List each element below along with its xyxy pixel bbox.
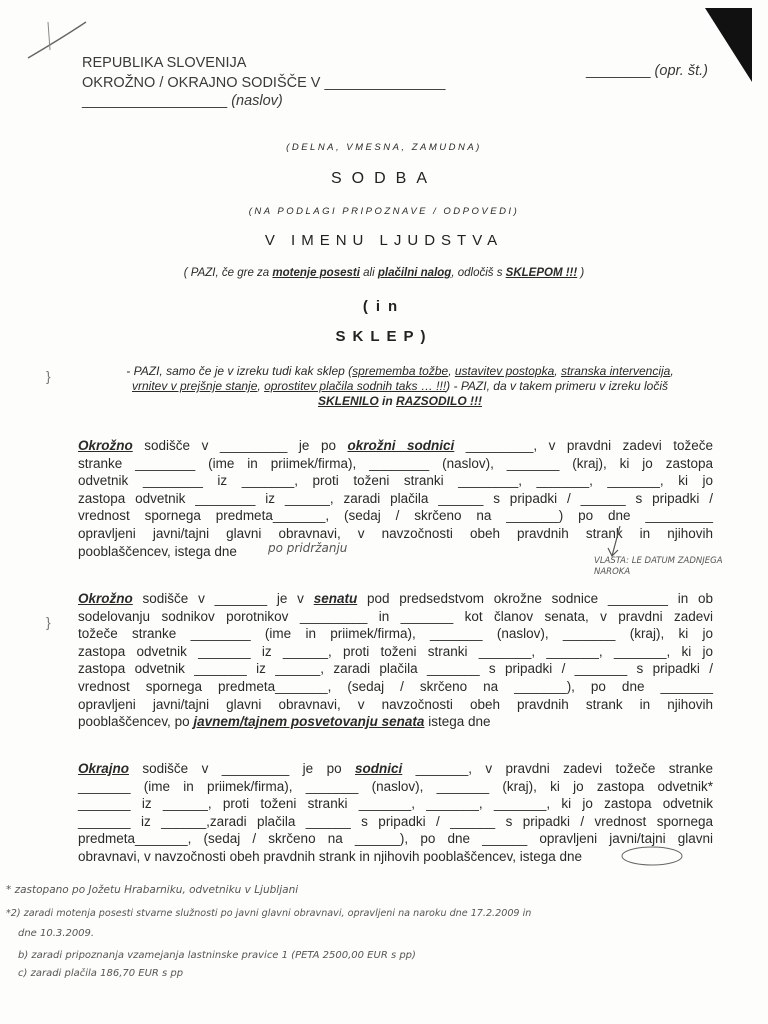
text-segment: sodišče v _________ je po: [132, 438, 348, 453]
corner-mark: [700, 6, 760, 86]
text-segment: sodelovanju sodnikov porotnikov _________ in _______ kot članov senata, v pravdni zadevi: [78, 608, 713, 624]
pazi-warning-1: [0, 266, 768, 281]
n1e: ,: [554, 364, 561, 378]
text-segment: pooblaščencev, po: [78, 714, 194, 730]
text-segment: odvetnik ________ iz _______, proti toženi stranki ________, _______, _______, ki jo: [78, 473, 713, 489]
basis-subtitle: (NA PODLAGI PRIPOZNAVE / ODPOVEDI): [248, 206, 520, 217]
text-line: [78, 713, 713, 731]
text-segment: predmeta_______, (sedaj / skrčeno na ______), po dne ______ opravljeni javni/tajni glavni: [78, 831, 713, 847]
text-segment: vrednost spornega predmeta_______, (sedaj / skrčeno na _______), po dne _______: [78, 678, 713, 694]
text-segment: opravljeni javni/tajni glavni obravnavi, v navzočnosti obeh pravdnih strank in njihovih: [78, 696, 713, 712]
handwritten-po-pridrzanju: po pridržanju: [268, 541, 348, 555]
judgment-title: SODBA: [330, 170, 437, 187]
text-segment: zastopa odvetnik _______ iz ______, proti toženi stranki _______, _______, _______, ki jo: [78, 643, 713, 659]
text-line: [78, 813, 713, 831]
text-line: [78, 760, 713, 778]
hw-footnote-5: c) zaradi plačila 186,70 EUR s pp: [18, 968, 184, 979]
address-blank: __________________: [82, 93, 228, 109]
sklep-title: SKLEP): [335, 328, 433, 345]
text-line: [78, 660, 713, 678]
margin-note-vlasta: VLASTA: LE DATUM ZADNJEGA NAROKA: [594, 556, 723, 577]
text-line: [78, 490, 713, 508]
emphasis-term: okrožni sodnici: [347, 438, 455, 453]
text-segment: _______, v pravdni zadevi tožeče stranke: [402, 761, 713, 776]
text-segment: opravljeni javni/tajni glavni obravnavi, v navzočnosti obeh pravdnih strank in njihovih: [78, 525, 713, 541]
text-line: [78, 608, 713, 626]
note-line-2: [100, 379, 700, 394]
n3b: in: [378, 394, 396, 408]
margin-tick-2: }: [46, 614, 51, 630]
in-label: (in: [362, 298, 406, 315]
emphasis-term: Okrožno: [78, 438, 133, 453]
case-number-label: (opr. št.): [654, 63, 708, 79]
header-address-line: [82, 92, 283, 110]
pazi1-placilni: plačilni nalog: [377, 267, 452, 279]
text-segment: sodišče v _______ je v: [132, 591, 314, 606]
emphasis-term: Okrajno: [78, 761, 130, 776]
n2a: vrnitev v prejšnje stanje: [132, 379, 258, 393]
n1f: stranska intervencija: [560, 364, 671, 378]
text-segment: _________, v pravdni zadevi tožeče: [454, 438, 713, 453]
pazi1-odlocis: , odločiš s: [451, 267, 506, 279]
header-court: OKROŽNO / OKRAJNO SODIŠČE V _______________: [82, 75, 446, 91]
hw-footnote-1: * zastopano po Jožetu Hrabarniku, odvetniku v Ljubljani: [6, 884, 299, 896]
text-line: [78, 590, 713, 608]
n1b: sprememba tožbe: [352, 364, 449, 378]
text-segment: stranke ________ (ime in priimek/firma), ________ (naslov), _______ (kraj), ki jo zastopa: [78, 455, 713, 471]
arrow-mark: [600, 522, 640, 562]
note-line-3: [100, 394, 700, 409]
text-segment: vrednost spornega predmeta_______, (sedaj / skrčeno na _______) po dne _________: [78, 508, 713, 524]
note-line-1: [100, 364, 700, 379]
judgment-type-subtitle: (DELNA, VMESNA, ZAMUDNA): [286, 142, 482, 153]
case-number-blank: ________: [586, 63, 651, 79]
pazi1-sklepom: SKLEPOM !!!: [505, 267, 578, 279]
text-line: [78, 437, 713, 455]
text-segment: pod predsedstvom okrožne sodnice ________ in ob: [357, 591, 714, 606]
pen-stroke-mark: [20, 14, 90, 64]
margin-tick-1: }: [46, 368, 51, 384]
text-line: [78, 643, 713, 661]
text-segment: pooblaščencev, istega dne: [78, 543, 237, 559]
hw-footnote-4: b) zaradi pripoznanja vzamejanja lastninske pravice 1 (PETA 2500,00 EUR s pp): [18, 950, 416, 961]
emphasis-term: senatu: [313, 591, 358, 606]
text-segment: sodišče v _________ je po: [129, 761, 355, 776]
header-republic: REPUBLIKA SLOVENIJA: [82, 55, 247, 71]
n3a: SKLENILO: [317, 394, 379, 408]
n1a: - PAZI, samo če je v izreku tudi kak sklep (: [126, 364, 353, 378]
in-name-of-people: V IMENU LJUDSTVA: [264, 232, 504, 249]
n1c: ,: [448, 364, 455, 378]
hw-footnote-2: *2) zaradi motenja posesti stvarne služnosti po javni glavni obravnavi, opravljeni na naroku dne 17.2.2009 in: [6, 908, 532, 919]
paragraph-okrozno-senat: [78, 590, 713, 731]
text-segment: _______ (ime in priimek/firma), _______ (naslov), _______ (kraj), ki jo zastopa odvetnik*: [78, 778, 713, 794]
n3c: RAZSODILO !!!: [396, 394, 482, 408]
pazi1-close: ): [577, 267, 585, 279]
text-segment: istega dne: [424, 714, 491, 730]
pazi1-motenje: motenje posesti: [272, 267, 360, 279]
text-line: [78, 625, 713, 643]
n2d: ) - PAZI, da v takem primeru v izreku ločiš: [446, 379, 668, 393]
emphasis-term: javnem/tajnem posvetovanju senata: [193, 714, 425, 730]
circle-mark: [618, 844, 698, 874]
emphasis-term: Okrožno: [78, 591, 133, 606]
n2b: ,: [257, 379, 265, 393]
text-segment: tožeče stranke ________ (ime in priimek/firma), _______ (naslov), _______ (kraj), ki jo: [78, 626, 713, 642]
text-segment: zastopa odvetnik ________ iz ______, zaradi plačila ______ s pripadki / ______ s pripadki /: [78, 490, 713, 506]
pazi1-ali: ali: [359, 267, 378, 279]
pazi-note: [100, 364, 700, 409]
case-number: [586, 62, 708, 80]
text-segment: _______ iz ______,zaradi plačila ______ s pripadki / ______ s pripadki / vrednost spornega: [78, 813, 713, 829]
n1g: ,: [670, 364, 674, 378]
text-segment: _______ iz ______, proti toženi stranki _______, _______, _______, ki jo zastopa odvetnik: [78, 796, 713, 812]
text-line: [78, 472, 713, 490]
n1d: ustavitev postopka: [454, 364, 555, 378]
pazi1-text: ( PAZI, če gre za: [183, 267, 273, 279]
n2c: oprostitev plačila sodnih taks … !!!: [264, 379, 447, 393]
address-label: (naslov): [231, 93, 283, 109]
text-line: [78, 696, 713, 714]
text-segment: obravnavi, v navzočnosti obeh pravdnih strank in njihovih pooblaščencev, istega dne: [78, 848, 583, 864]
text-line: [78, 455, 713, 473]
text-line: [78, 795, 713, 813]
text-line: [78, 778, 713, 796]
text-segment: zastopa odvetnik _______ iz ______, zaradi plačila _______ s pripadki / _______ s pripadki /: [78, 661, 713, 677]
hw-footnote-3: dne 10.3.2009.: [18, 928, 95, 939]
text-line: [78, 678, 713, 696]
emphasis-term: sodnici: [354, 761, 403, 776]
